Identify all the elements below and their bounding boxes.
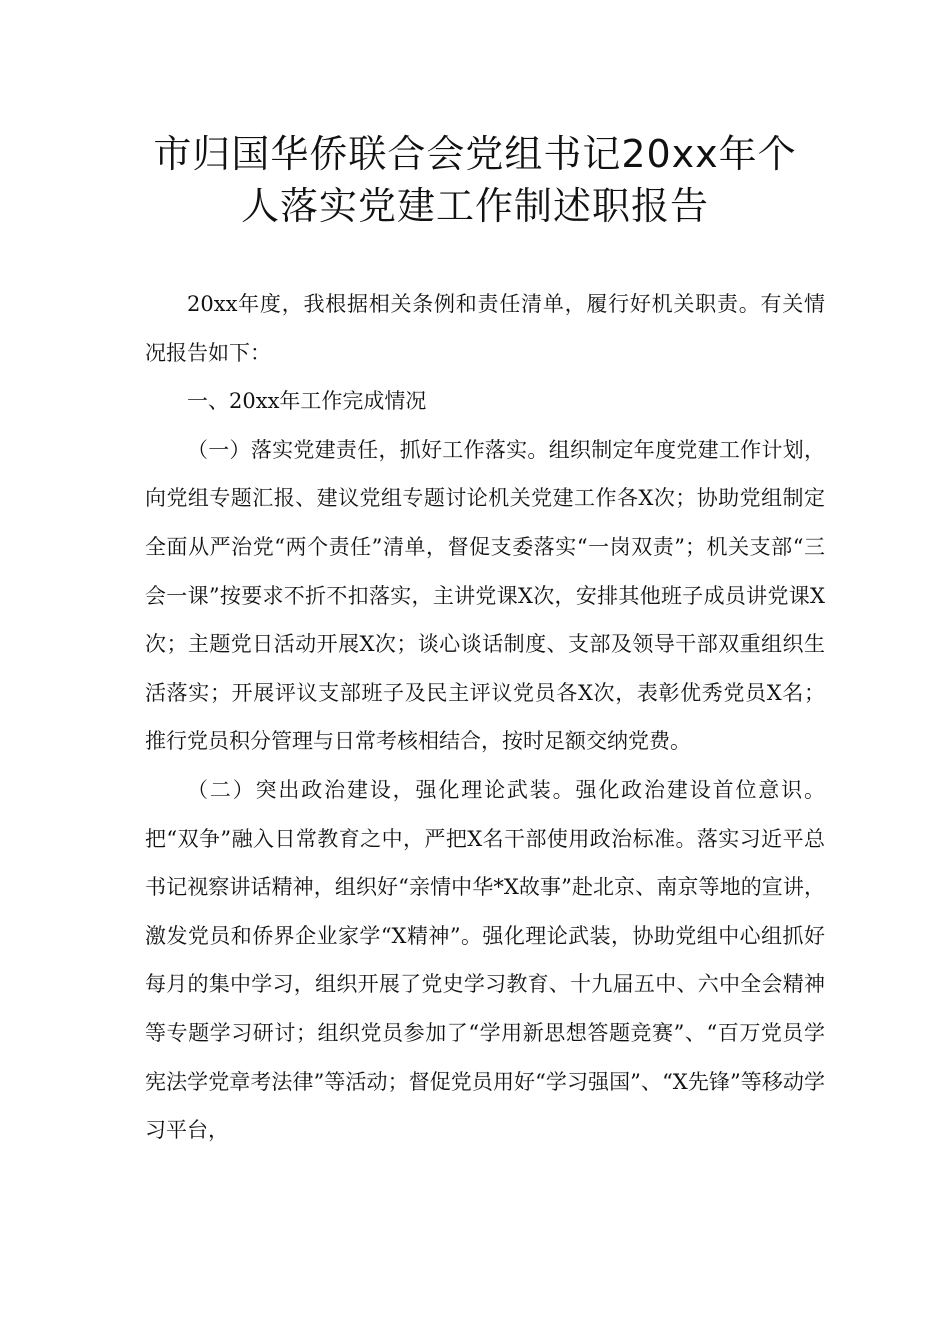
- document-title-line-1: 市归国华侨联合会党组书记20xx年个: [153, 132, 797, 176]
- document-body: [145, 280, 825, 1155]
- body-paragraph: （一）落实党建责任，抓好工作落实。组织制定年度党建工作计划，向党组专题汇报、建议党组专题讨论机关党建工作各X次；协助党组制定全面从严治党“两个责任”清单，督促支委落实“一岗双责”；机关支部“三会一课”按要求不折不扣落实，主讲党课X次，安排其他班子成员讲党课X次；主题党日活动开展X次；谈心谈话制度、支部及领导干部双重组织生活落实；开展评议支部班子及民主评议党员各X次，表彰优秀党员X名；推行党员积分管理与日常考核相结合，按时足额交纳党费。: [145, 437, 825, 754]
- section-heading: 一、20xx年工作完成情况: [187, 389, 427, 414]
- body-paragraph: （二）突出政治建设，强化理论武装。强化政治建设首位意识。把“双争”融入日常教育之中，严把X名干部使用政治标准。落实习近平总书记视察讲话精神，组织好“亲情中华*X故事”赴北京、南京等地的宣讲，激发党员和侨界企业家学“X精神”。强化理论武装，协助党组中心组抓好每月的集中学习，组织开展了党史学习教育、十九届五中、六中全会精神等专题学习研讨；组织党员参加了“学用新思想答题竞赛”、“百万党员学宪法学党章考法律”等活动；督促党员用好“学习强国”、“X先锋”等移动学习平台，: [145, 777, 825, 1143]
- document-title-line-2: 人落实党建工作制述职报告: [240, 184, 709, 228]
- intro-paragraph: 20xx年度，我根据相关条例和责任清单，履行好机关职责。有关情况报告如下：: [145, 292, 825, 365]
